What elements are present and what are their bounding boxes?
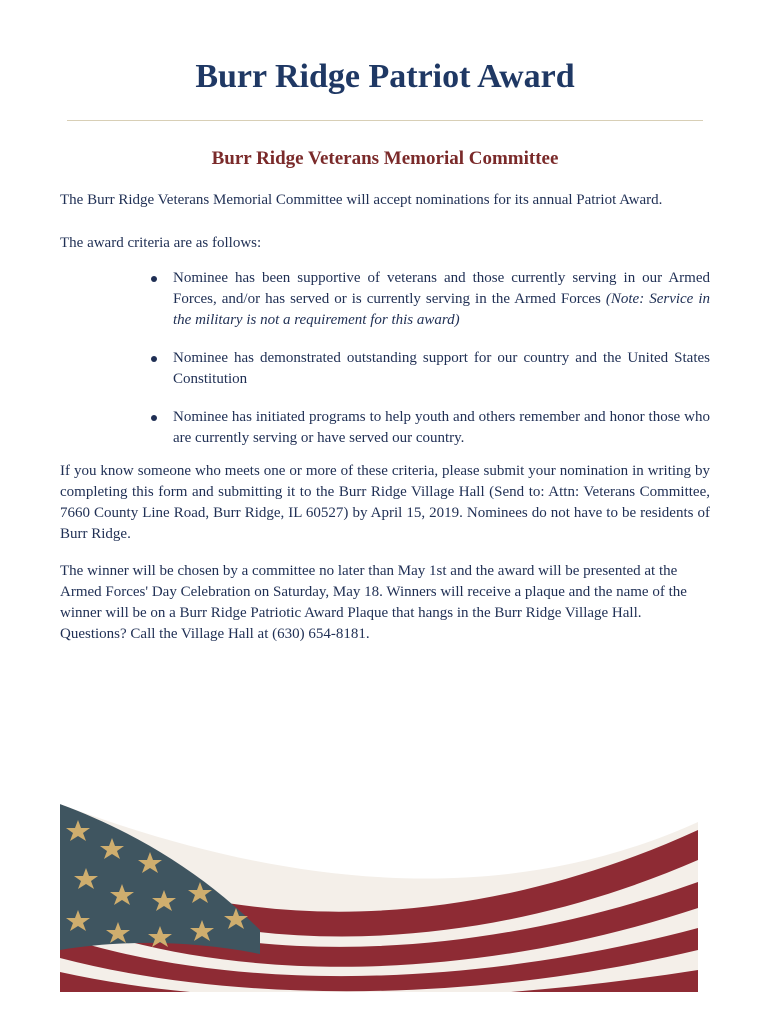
criteria-item-text: Nominee has been supportive of veterans and those currently serving in our Armed Forces, and/or has served or is currently serving in the Armed Forces [173, 270, 710, 307]
submission-paragraph: If you know someone who meets one or more of these criteria, please submit your nomination in writing by completing this form and submitting it to the Burr Ridge Village Hall (Send to: Attn: Veterans Committee, 7660 County Line Road, Burr Ridge, IL 60527) by April 15, 2019. Nominees do not have to be residents of Burr Ridge. [60, 463, 710, 542]
criteria-list [150, 268, 710, 466]
criteria-item-text: Nominee has demonstrated outstanding support for our country and the United States Constitution [173, 350, 710, 387]
criteria-item [150, 348, 710, 390]
page-title: Burr Ridge Patriot Award [195, 58, 575, 95]
criteria-item [150, 407, 710, 449]
title-divider [67, 120, 703, 121]
american-flag-wave-icon [60, 790, 698, 992]
criteria-item-text: Nominee has initiated programs to help youth and others remember and honor those who are currently serving or have served our country. [173, 409, 710, 446]
committee-subtitle: Burr Ridge Veterans Memorial Committee [211, 148, 559, 169]
criteria-intro: The award criteria are as follows: [60, 235, 262, 251]
intro-paragraph: The Burr Ridge Veterans Memorial Committee will accept nominations for its annual Patriot Award. [60, 192, 663, 208]
winner-paragraph: The winner will be chosen by a committee no later than May 1st and the award will be presented at the Armed Forces' Day Celebration on Saturday, May 18. Winners will receive a plaque and the name of the winner will be on a Burr Ridge Patriotic Award Plaque that hangs in the Burr Ridge Village Hall. Questions? Call the Village Hall at (630) 654-8181. [60, 563, 687, 642]
criteria-item [150, 268, 710, 331]
criteria-item-note: (Note: Service in the military is not a requirement for this award) [173, 291, 711, 328]
